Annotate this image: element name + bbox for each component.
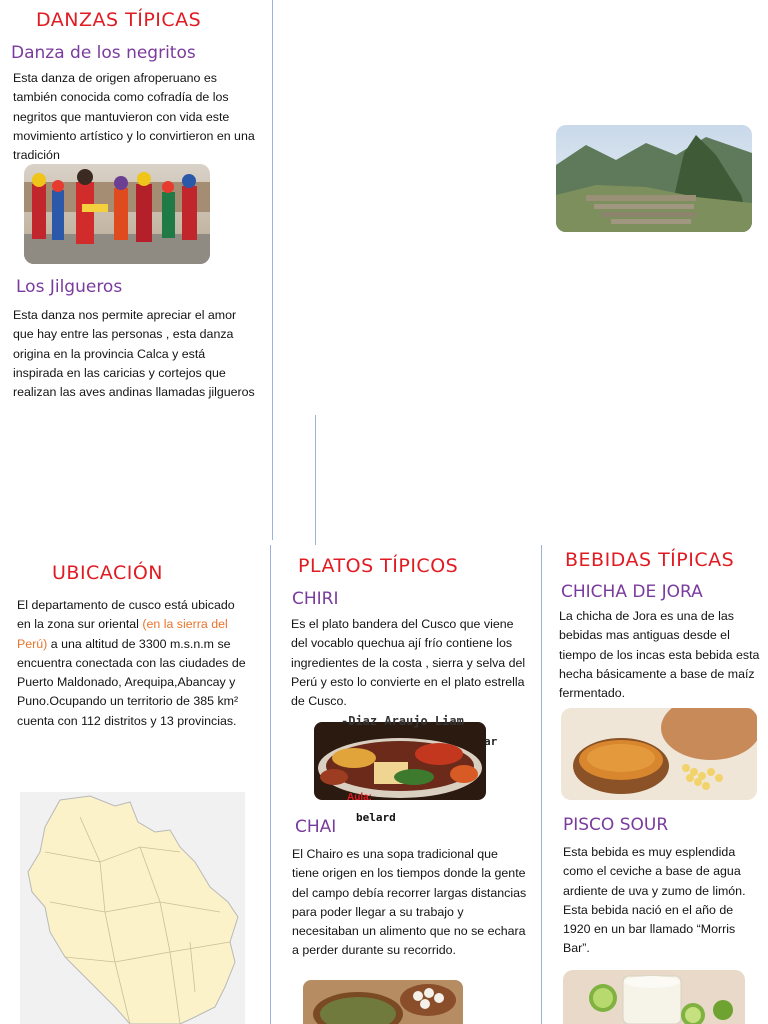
chicha-text: La chicha de Jora es una de las bebidas mas antiguas desde el tiempo de los incas esta bebida esta hecha básicamente a base de maíz fermentado. [559, 609, 760, 701]
divider-top-mid [315, 415, 316, 545]
jilgueros-title: Los Jilgueros [16, 277, 123, 297]
ubicacion-text [17, 596, 247, 731]
overlay-aula: Aula: [347, 792, 372, 803]
chicha-bowl-photo [561, 708, 757, 800]
ubicacion-highlight: (en la sierra del Perú) [17, 617, 228, 651]
ubicacion-text-before: El departamento de cusco está ubicado en la zona sur oriental [17, 598, 235, 632]
chiri-dish-photo [314, 722, 486, 800]
jilgueros-text: Esta danza nos permite apreciar el amor que hay entre las personas , esta danza origina en la provincia Calca y está inspirada en las caricias y cortejos que realizan las aves andinas llamadas jilgueros [13, 308, 255, 400]
machu-picchu-photo [556, 125, 752, 232]
overlay-belard: belard [356, 811, 396, 824]
chairo-text: El Chairo es una sopa tradicional que tiene origen en los tiempos donde la gente del campo debía recorrer largas distancias para poder llegar a su trabajo y necesitaban un alimento que no se echara a perder durante su recorrido. [292, 847, 527, 958]
platos-title: PLATOS TÍPICOS [298, 555, 459, 577]
dancers-photo [24, 164, 210, 264]
chiri-title: CHIRI [292, 589, 339, 609]
chiri-text: Es el plato bandera del Cusco que viene del vocablo quechua ají frío contiene los ingredientes de la costa , sierra y selva del Perú y esto lo convierte en el plato estrella de Cusco. [291, 617, 526, 709]
overlay-ar: ar [484, 735, 498, 748]
overlay-name: -Diaz Araujo Liam [341, 714, 464, 728]
bebidas-title: BEBIDAS TÍPICAS [565, 549, 735, 571]
chairo-soup-photo [303, 980, 463, 1024]
divider-bottom-left [270, 545, 271, 1024]
negritos-text: Esta danza de origen afroperuano es también conocida como cofradía de los negritos que mantuvieron con vida este movimiento artístico y lo convirtieron en una tradición [13, 71, 255, 163]
pisco-title: PISCO SOUR [563, 815, 669, 835]
danzas-title: DANZAS TÍPICAS [36, 9, 202, 31]
divider-bottom-right [541, 545, 542, 1024]
ubicacion-text-after: a una altitud de 3300 m.s.n.m se encuentra conectada con las ciudades de Puerto Maldonado, Arequipa,Abancay y Puno.Ocupando un territorio de 385 km² cuenta con 112 distritos y 13 provincias. [17, 636, 246, 728]
ubicacion-title: UBICACIÓN [52, 562, 164, 584]
chicha-title: CHICHA DE JORA [561, 582, 703, 602]
pisco-sour-photo [563, 970, 745, 1024]
pisco-text: Esta bebida es muy esplendida como el ceviche a base de agua ardiente de uva y zumo de limón. Esta bebida nació en el año de 1920 en un bar llamado “Morris Bar”. [563, 845, 746, 956]
chairo-title: CHAI [295, 817, 337, 837]
divider-top-left [272, 0, 273, 540]
cusco-map [20, 792, 245, 1024]
negritos-title: Danza de los negritos [11, 43, 196, 63]
